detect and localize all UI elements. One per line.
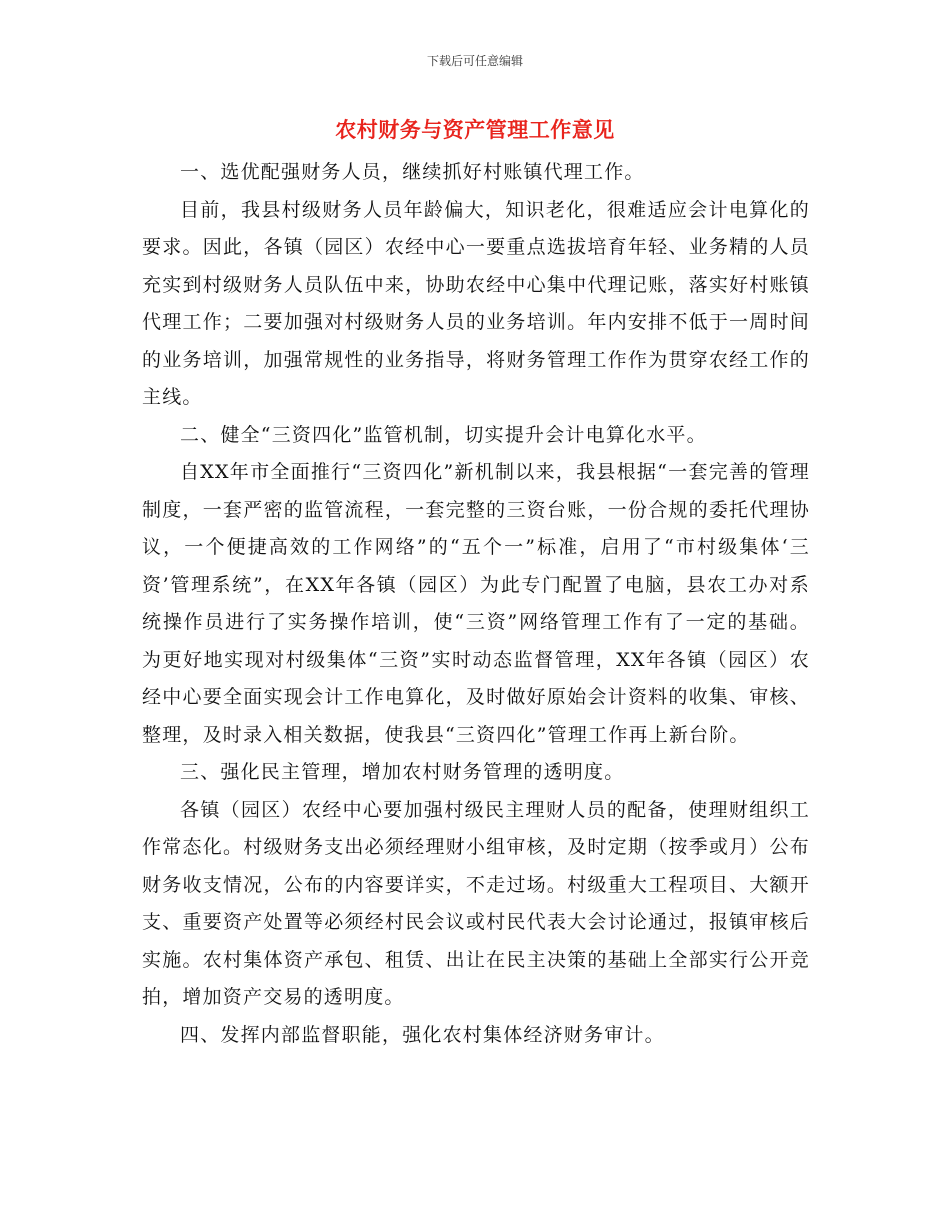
- section-heading-2: 二、健全“三资四化”监管机制，切实提升会计电算化水平。: [180, 423, 707, 446]
- document-title: 农村财务与资产管理工作意见: [335, 117, 615, 142]
- body-paragraph-2: 自XX年市全面推行“三资四化”新机制以来，我县根据“一套完善的管理制度，一套严密的监管流程，一套完整的三资台账，一份合规的委托代理协议，一个便捷高效的工作网络”的“五个一”标准，启用了“市村级集体‘三资’管理系统”，在XX年各镇（园区）为此专门配置了电脑，县农工办对系统操作员进行了实务操作培训，使“三资”网络管理工作有了一定的基础。为更好地实现对村级集体“三资”实时动态监督管理，XX年各镇（园区）农经中心要全面实现会计工作电算化，及时做好原始会计资料的收集、审核、整理，及时录入相关数据，使我县“三资四化”管理工作再上新台阶。: [142, 461, 810, 746]
- section-heading-1: 一、选优配强财务人员，继续抓好村账镇代理工作。: [180, 161, 645, 183]
- document-body: [142, 154, 810, 1054]
- body-paragraph-3: 各镇（园区）农经中心要加强村级民主理财人员的配备，使理财组织工作常态化。村级财务支出必须经理财小组审核，及时定期（按季或月）公布财务收支情况，公布的内容要详实，不走过场。村级重大工程项目、大额开支、重要资产处置等必须经村民会议或村民代表大会讨论通过，报镇审核后实施。农村集体资产承包、租赁、出让在民主决策的基础上全部实行公开竞拍，增加资产交易的透明度。: [142, 798, 810, 1008]
- section-heading-3: 三、强化民主管理，增加农村财务管理的透明度。: [180, 761, 625, 783]
- body-paragraph-1: 目前，我县村级财务人员年龄偏大，知识老化，很难适应会计电算化的要求。因此，各镇（园区）农经中心一要重点选拔培育年轻、业务精的人员充实到村级财务人员队伍中来，协助农经中心集中代理记账，落实好村账镇代理工作；二要加强对村级财务人员的业务培训。年内安排不低于一周时间的业务培训，加强常规性的业务指导，将财务管理工作作为贯穿农经工作的主线。: [142, 198, 810, 408]
- section-heading-4: 四、发挥内部监督职能，强化农村集体经济财务审计。: [180, 1023, 665, 1046]
- download-note: 下载后可任意编辑: [426, 54, 523, 68]
